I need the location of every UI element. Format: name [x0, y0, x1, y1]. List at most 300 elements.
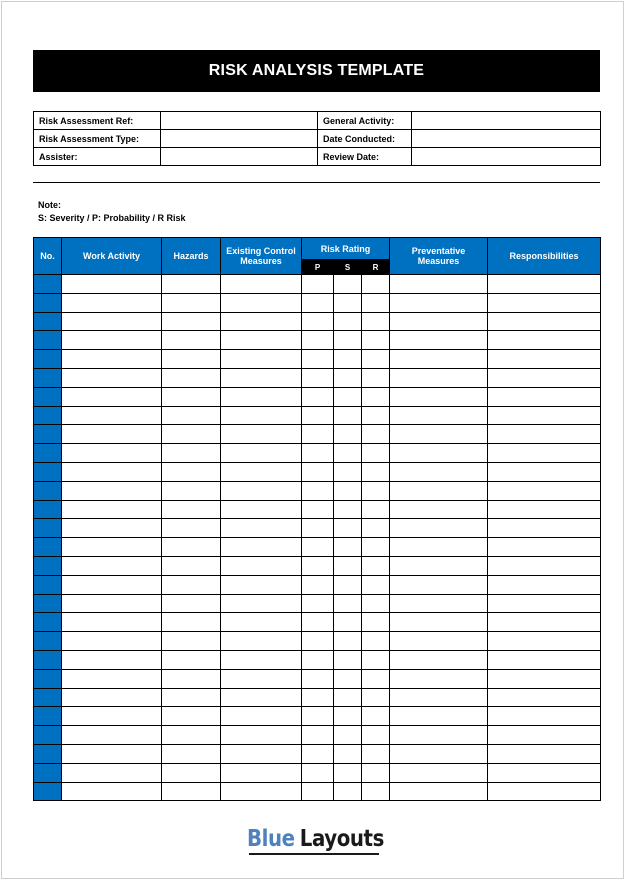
no-cell — [34, 707, 62, 726]
existing-control-cell[interactable] — [221, 744, 302, 763]
hazards-cell[interactable] — [162, 726, 221, 745]
table-row — [34, 519, 601, 538]
work-activity-cell[interactable] — [62, 688, 162, 707]
no-cell — [34, 613, 62, 632]
table-row — [34, 331, 601, 350]
p-cell[interactable] — [302, 650, 334, 669]
existing-control-cell[interactable] — [221, 293, 302, 312]
work-activity-cell[interactable] — [62, 387, 162, 406]
work-activity-cell[interactable] — [62, 782, 162, 801]
work-activity-cell[interactable] — [62, 632, 162, 651]
preventative-cell[interactable] — [390, 575, 488, 594]
responsibilities-cell[interactable] — [488, 312, 601, 331]
hazards-cell[interactable] — [162, 368, 221, 387]
table-row — [34, 575, 601, 594]
s-cell[interactable] — [334, 763, 362, 782]
existing-control-cell[interactable] — [221, 538, 302, 557]
preventative-cell[interactable] — [390, 782, 488, 801]
r-cell[interactable] — [362, 744, 390, 763]
responsibilities-cell[interactable] — [488, 444, 601, 463]
table-row — [34, 538, 601, 557]
p-cell[interactable] — [302, 688, 334, 707]
hazards-cell[interactable] — [162, 387, 221, 406]
info-row — [34, 112, 601, 130]
s-cell[interactable] — [334, 688, 362, 707]
preventative-cell[interactable] — [390, 425, 488, 444]
existing-control-cell[interactable] — [221, 275, 302, 294]
work-activity-cell[interactable] — [62, 726, 162, 745]
work-activity-cell[interactable] — [62, 707, 162, 726]
work-activity-cell[interactable] — [62, 594, 162, 613]
hazards-cell[interactable] — [162, 481, 221, 500]
r-cell[interactable] — [362, 293, 390, 312]
responsibilities-cell[interactable] — [488, 707, 601, 726]
no-cell — [34, 368, 62, 387]
preventative-cell[interactable] — [390, 594, 488, 613]
responsibilities-cell[interactable] — [488, 519, 601, 538]
preventative-cell[interactable] — [390, 744, 488, 763]
table-row — [34, 462, 601, 481]
no-cell — [34, 500, 62, 519]
p-cell[interactable] — [302, 444, 334, 463]
preventative-cell[interactable] — [390, 481, 488, 500]
r-cell[interactable] — [362, 387, 390, 406]
p-cell[interactable] — [302, 575, 334, 594]
r-cell[interactable] — [362, 444, 390, 463]
preventative-cell[interactable] — [390, 406, 488, 425]
date-conducted-label: Date Conducted: — [318, 130, 412, 148]
work-activity-cell[interactable] — [62, 462, 162, 481]
work-activity-cell[interactable] — [62, 406, 162, 425]
p-cell[interactable] — [302, 632, 334, 651]
responsibilities-cell[interactable] — [488, 481, 601, 500]
existing-control-cell[interactable] — [221, 632, 302, 651]
s-cell[interactable] — [334, 387, 362, 406]
work-activity-cell[interactable] — [62, 425, 162, 444]
logo-underline — [249, 853, 379, 855]
existing-control-cell[interactable] — [221, 462, 302, 481]
hazards-cell[interactable] — [162, 275, 221, 294]
responsibilities-cell[interactable] — [488, 293, 601, 312]
hazards-cell[interactable] — [162, 782, 221, 801]
hazards-cell[interactable] — [162, 707, 221, 726]
preventative-cell[interactable] — [390, 650, 488, 669]
logo-word-layouts: Layouts — [299, 826, 384, 852]
r-cell[interactable] — [362, 368, 390, 387]
hazards-cell[interactable] — [162, 444, 221, 463]
preventative-cell[interactable] — [390, 350, 488, 369]
responsibilities-cell[interactable] — [488, 406, 601, 425]
no-cell — [34, 350, 62, 369]
hazards-cell[interactable] — [162, 632, 221, 651]
table-row — [34, 744, 601, 763]
responsibilities-cell[interactable] — [488, 387, 601, 406]
preventative-cell[interactable] — [390, 707, 488, 726]
p-cell[interactable] — [302, 481, 334, 500]
hazards-cell[interactable] — [162, 669, 221, 688]
work-activity-cell[interactable] — [62, 538, 162, 557]
s-cell[interactable] — [334, 444, 362, 463]
no-cell — [34, 650, 62, 669]
r-cell[interactable] — [362, 519, 390, 538]
header-row — [34, 238, 601, 260]
work-activity-cell[interactable] — [62, 744, 162, 763]
table-row — [34, 726, 601, 745]
r-cell[interactable] — [362, 406, 390, 425]
no-cell — [34, 312, 62, 331]
col-header-work-activity: Work Activity — [62, 238, 162, 275]
hazards-cell[interactable] — [162, 350, 221, 369]
info-row — [34, 130, 601, 148]
table-row — [34, 293, 601, 312]
existing-control-cell[interactable] — [221, 368, 302, 387]
r-cell[interactable] — [362, 275, 390, 294]
no-cell — [34, 782, 62, 801]
col-header-existing-control: Existing Control Measures — [221, 238, 302, 275]
work-activity-cell[interactable] — [62, 368, 162, 387]
existing-control-cell[interactable] — [221, 481, 302, 500]
existing-control-cell[interactable] — [221, 406, 302, 425]
r-cell[interactable] — [362, 556, 390, 575]
no-cell — [34, 275, 62, 294]
col-header-hazards: Hazards — [162, 238, 221, 275]
page-title — [33, 50, 600, 92]
s-cell[interactable] — [334, 275, 362, 294]
table-row — [34, 387, 601, 406]
responsibilities-cell[interactable] — [488, 575, 601, 594]
r-cell[interactable] — [362, 331, 390, 350]
s-cell[interactable] — [334, 538, 362, 557]
s-cell[interactable] — [334, 481, 362, 500]
r-cell[interactable] — [362, 312, 390, 331]
note-heading: Note: — [38, 200, 61, 210]
existing-control-cell[interactable] — [221, 425, 302, 444]
r-cell[interactable] — [362, 763, 390, 782]
responsibilities-cell[interactable] — [488, 726, 601, 745]
s-cell[interactable] — [334, 293, 362, 312]
preventative-cell[interactable] — [390, 275, 488, 294]
r-cell[interactable] — [362, 669, 390, 688]
responsibilities-cell[interactable] — [488, 350, 601, 369]
responsibilities-cell[interactable] — [488, 744, 601, 763]
p-cell[interactable] — [302, 331, 334, 350]
existing-control-cell[interactable] — [221, 650, 302, 669]
p-cell[interactable] — [302, 744, 334, 763]
responsibilities-cell[interactable] — [488, 650, 601, 669]
preventative-cell[interactable] — [390, 726, 488, 745]
table-row — [34, 763, 601, 782]
work-activity-cell[interactable] — [62, 763, 162, 782]
table-row — [34, 368, 601, 387]
work-activity-cell[interactable] — [62, 444, 162, 463]
table-row — [34, 275, 601, 294]
existing-control-cell[interactable] — [221, 782, 302, 801]
work-activity-cell[interactable] — [62, 500, 162, 519]
review-date-field[interactable] — [412, 148, 601, 166]
r-cell[interactable] — [362, 481, 390, 500]
work-activity-cell[interactable] — [62, 613, 162, 632]
existing-control-cell[interactable] — [221, 500, 302, 519]
p-cell[interactable] — [302, 763, 334, 782]
hazards-cell[interactable] — [162, 594, 221, 613]
s-cell[interactable] — [334, 726, 362, 745]
existing-control-cell[interactable] — [221, 519, 302, 538]
work-activity-cell[interactable] — [62, 293, 162, 312]
s-cell[interactable] — [334, 556, 362, 575]
s-cell[interactable] — [334, 462, 362, 481]
p-cell[interactable] — [302, 613, 334, 632]
preventative-cell[interactable] — [390, 632, 488, 651]
s-cell[interactable] — [334, 406, 362, 425]
p-cell[interactable] — [302, 425, 334, 444]
no-cell — [34, 425, 62, 444]
existing-control-cell[interactable] — [221, 707, 302, 726]
s-cell[interactable] — [334, 744, 362, 763]
s-cell[interactable] — [334, 312, 362, 331]
responsibilities-cell[interactable] — [488, 425, 601, 444]
preventative-cell[interactable] — [390, 312, 488, 331]
r-cell[interactable] — [362, 688, 390, 707]
s-cell[interactable] — [334, 575, 362, 594]
info-table — [33, 111, 601, 166]
hazards-cell[interactable] — [162, 519, 221, 538]
s-cell[interactable] — [334, 650, 362, 669]
p-cell[interactable] — [302, 594, 334, 613]
r-cell[interactable] — [362, 350, 390, 369]
r-cell[interactable] — [362, 594, 390, 613]
p-cell[interactable] — [302, 462, 334, 481]
p-cell[interactable] — [302, 387, 334, 406]
responsibilities-cell[interactable] — [488, 782, 601, 801]
info-row — [34, 148, 601, 166]
p-cell[interactable] — [302, 350, 334, 369]
col-header-no: No. — [34, 238, 62, 275]
existing-control-cell[interactable] — [221, 594, 302, 613]
r-cell[interactable] — [362, 650, 390, 669]
s-cell[interactable] — [334, 613, 362, 632]
existing-control-cell[interactable] — [221, 350, 302, 369]
responsibilities-cell[interactable] — [488, 462, 601, 481]
col-header-p: P — [302, 260, 334, 275]
existing-control-cell[interactable] — [221, 556, 302, 575]
responsibilities-cell[interactable] — [488, 632, 601, 651]
preventative-cell[interactable] — [390, 669, 488, 688]
p-cell[interactable] — [302, 368, 334, 387]
col-header-preventative: Preventative Measures — [390, 238, 488, 275]
hazards-cell[interactable] — [162, 331, 221, 350]
p-cell[interactable] — [302, 707, 334, 726]
s-cell[interactable] — [334, 594, 362, 613]
preventative-cell[interactable] — [390, 556, 488, 575]
responsibilities-cell[interactable] — [488, 500, 601, 519]
r-cell[interactable] — [362, 726, 390, 745]
work-activity-cell[interactable] — [62, 575, 162, 594]
r-cell[interactable] — [362, 613, 390, 632]
p-cell[interactable] — [302, 556, 334, 575]
p-cell[interactable] — [302, 312, 334, 331]
hazards-cell[interactable] — [162, 650, 221, 669]
p-cell[interactable] — [302, 669, 334, 688]
existing-control-cell[interactable] — [221, 688, 302, 707]
date-conducted-field[interactable] — [412, 130, 601, 148]
work-activity-cell[interactable] — [62, 650, 162, 669]
responsibilities-cell[interactable] — [488, 275, 601, 294]
no-cell — [34, 293, 62, 312]
responsibilities-cell[interactable] — [488, 368, 601, 387]
hazards-cell[interactable] — [162, 312, 221, 331]
table-row — [34, 594, 601, 613]
work-activity-cell[interactable] — [62, 556, 162, 575]
assister-label: Assister: — [34, 148, 161, 166]
work-activity-cell[interactable] — [62, 275, 162, 294]
hazards-cell[interactable] — [162, 500, 221, 519]
hazards-cell[interactable] — [162, 462, 221, 481]
r-cell[interactable] — [362, 632, 390, 651]
p-cell[interactable] — [302, 782, 334, 801]
work-activity-cell[interactable] — [62, 350, 162, 369]
risk-table-body — [34, 275, 601, 801]
note-block — [38, 199, 186, 225]
risk-ref-label: Risk Assessment Ref: — [34, 112, 161, 130]
preventative-cell[interactable] — [390, 293, 488, 312]
no-cell — [34, 594, 62, 613]
hazards-cell[interactable] — [162, 556, 221, 575]
preventative-cell[interactable] — [390, 387, 488, 406]
r-cell[interactable] — [362, 425, 390, 444]
work-activity-cell[interactable] — [62, 331, 162, 350]
logo-word-blue: Blue — [247, 826, 295, 852]
work-activity-cell[interactable] — [62, 481, 162, 500]
p-cell[interactable] — [302, 519, 334, 538]
existing-control-cell[interactable] — [221, 613, 302, 632]
page-title-text: RISK ANALYSIS TEMPLATE — [208, 62, 425, 79]
existing-control-cell[interactable] — [221, 669, 302, 688]
assister-field[interactable] — [161, 148, 318, 166]
s-cell[interactable] — [334, 707, 362, 726]
p-cell[interactable] — [302, 406, 334, 425]
table-row — [34, 406, 601, 425]
hazards-cell[interactable] — [162, 613, 221, 632]
table-row — [34, 613, 601, 632]
existing-control-cell[interactable] — [221, 312, 302, 331]
table-row — [34, 500, 601, 519]
s-cell[interactable] — [334, 519, 362, 538]
preventative-cell[interactable] — [390, 538, 488, 557]
no-cell — [34, 688, 62, 707]
s-cell[interactable] — [334, 350, 362, 369]
r-cell[interactable] — [362, 462, 390, 481]
r-cell[interactable] — [362, 707, 390, 726]
responsibilities-cell[interactable] — [488, 331, 601, 350]
existing-control-cell[interactable] — [221, 763, 302, 782]
hazards-cell[interactable] — [162, 538, 221, 557]
hazards-cell[interactable] — [162, 406, 221, 425]
r-cell[interactable] — [362, 575, 390, 594]
no-cell — [34, 538, 62, 557]
preventative-cell[interactable] — [390, 462, 488, 481]
responsibilities-cell[interactable] — [488, 669, 601, 688]
hazards-cell[interactable] — [162, 688, 221, 707]
risk-type-field[interactable] — [161, 130, 318, 148]
existing-control-cell[interactable] — [221, 575, 302, 594]
general-activity-field[interactable] — [412, 112, 601, 130]
table-row — [34, 707, 601, 726]
responsibilities-cell[interactable] — [488, 594, 601, 613]
preventative-cell[interactable] — [390, 444, 488, 463]
preventative-cell[interactable] — [390, 763, 488, 782]
s-cell[interactable] — [334, 500, 362, 519]
p-cell[interactable] — [302, 726, 334, 745]
s-cell[interactable] — [334, 669, 362, 688]
table-row — [34, 350, 601, 369]
preventative-cell[interactable] — [390, 331, 488, 350]
hazards-cell[interactable] — [162, 293, 221, 312]
responsibilities-cell[interactable] — [488, 613, 601, 632]
work-activity-cell[interactable] — [62, 312, 162, 331]
table-row — [34, 425, 601, 444]
existing-control-cell[interactable] — [221, 444, 302, 463]
p-cell[interactable] — [302, 293, 334, 312]
s-cell[interactable] — [334, 632, 362, 651]
responsibilities-cell[interactable] — [488, 538, 601, 557]
hazards-cell[interactable] — [162, 763, 221, 782]
preventative-cell[interactable] — [390, 613, 488, 632]
no-cell — [34, 519, 62, 538]
no-cell — [34, 387, 62, 406]
hazards-cell[interactable] — [162, 744, 221, 763]
no-cell — [34, 726, 62, 745]
responsibilities-cell[interactable] — [488, 688, 601, 707]
s-cell[interactable] — [334, 425, 362, 444]
col-header-risk-rating: Risk Rating — [302, 238, 390, 260]
no-cell — [34, 462, 62, 481]
p-cell[interactable] — [302, 275, 334, 294]
existing-control-cell[interactable] — [221, 331, 302, 350]
r-cell[interactable] — [362, 500, 390, 519]
work-activity-cell[interactable] — [62, 519, 162, 538]
r-cell[interactable] — [362, 538, 390, 557]
s-cell[interactable] — [334, 331, 362, 350]
no-cell — [34, 632, 62, 651]
risk-ref-field[interactable] — [161, 112, 318, 130]
risk-table — [33, 237, 601, 801]
p-cell[interactable] — [302, 538, 334, 557]
responsibilities-cell[interactable] — [488, 556, 601, 575]
col-header-r: R — [362, 260, 390, 275]
s-cell[interactable] — [334, 368, 362, 387]
no-cell — [34, 556, 62, 575]
table-row — [34, 481, 601, 500]
preventative-cell[interactable] — [390, 368, 488, 387]
hazards-cell[interactable] — [162, 575, 221, 594]
p-cell[interactable] — [302, 500, 334, 519]
responsibilities-cell[interactable] — [488, 763, 601, 782]
preventative-cell[interactable] — [390, 519, 488, 538]
col-header-responsibilities: Responsibilities — [488, 238, 601, 275]
s-cell[interactable] — [334, 782, 362, 801]
preventative-cell[interactable] — [390, 688, 488, 707]
note-text: S: Severity / P: Probability / R Risk — [38, 213, 186, 223]
r-cell[interactable] — [362, 782, 390, 801]
hazards-cell[interactable] — [162, 425, 221, 444]
no-cell — [34, 744, 62, 763]
no-cell — [34, 406, 62, 425]
preventative-cell[interactable] — [390, 500, 488, 519]
existing-control-cell[interactable] — [221, 387, 302, 406]
existing-control-cell[interactable] — [221, 726, 302, 745]
work-activity-cell[interactable] — [62, 669, 162, 688]
table-row — [34, 556, 601, 575]
